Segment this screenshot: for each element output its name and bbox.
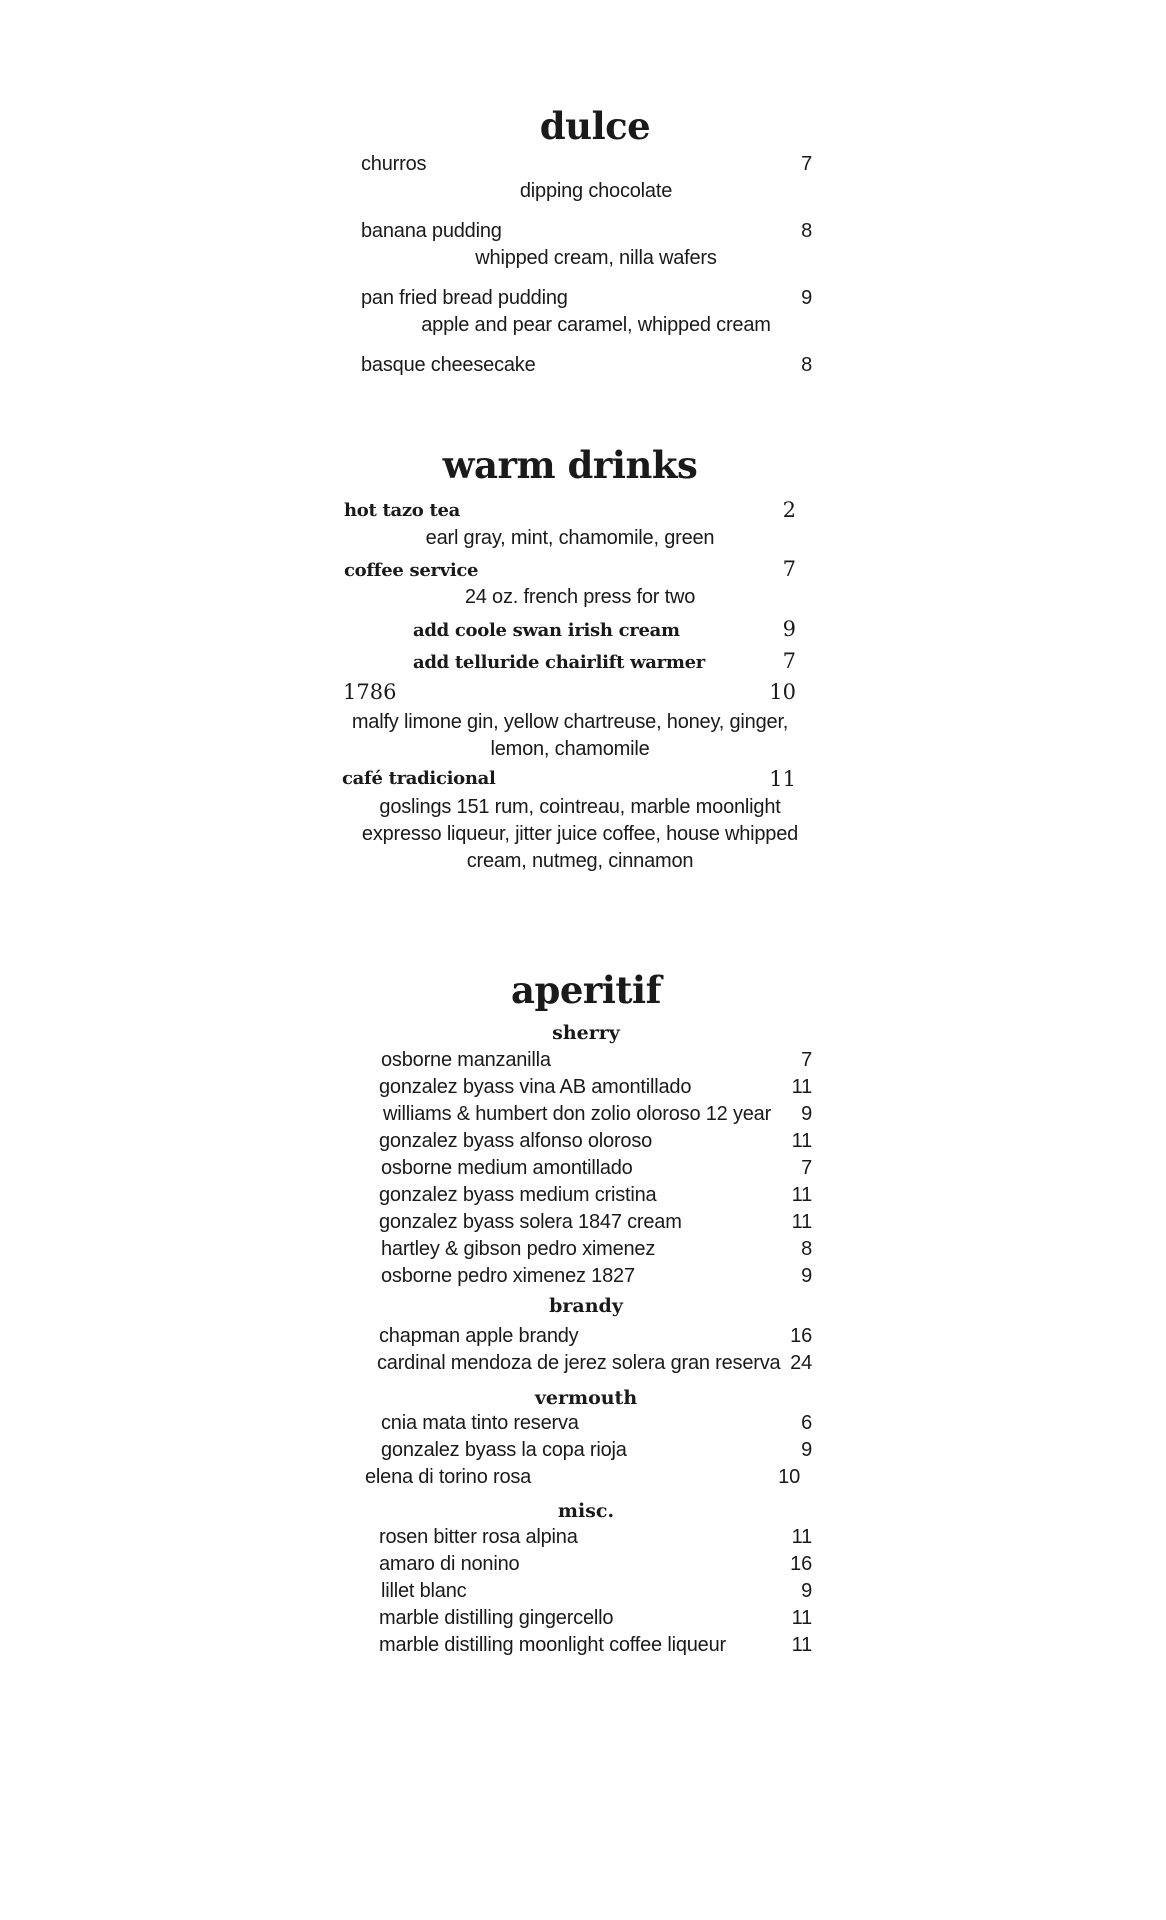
brandy-subtitle: brandy — [549, 1295, 623, 1317]
menu-item-price: 9 — [801, 287, 812, 309]
sherry-item-name: osborne medium amontillado — [381, 1157, 633, 1179]
menu-item-desc: expresso liqueur, jitter juice coffee, house whipped — [361, 823, 799, 845]
menu-item-price: 8 — [801, 220, 812, 242]
misc-item-name: marble distilling moonlight coffee liqueur — [379, 1634, 726, 1656]
menu-item-desc: earl gray, mint, chamomile, green — [425, 527, 715, 549]
menu-item-name: basque cheesecake — [361, 354, 536, 376]
sherry-item-price: 11 — [791, 1130, 812, 1152]
misc-item-name: lillet blanc — [381, 1580, 467, 1602]
sherry-item-name: gonzalez byass alfonso oloroso — [379, 1130, 653, 1152]
addon-item-price: 9 — [782, 617, 796, 641]
warm-drinks-title: warm drinks — [442, 443, 698, 487]
vermouth-item-price: 9 — [801, 1439, 812, 1461]
menu-item-price: 2 — [782, 498, 796, 522]
sherry-item-price: 8 — [801, 1238, 812, 1260]
menu-item-desc: malfy limone gin, yellow chartreuse, honey, ginger, — [351, 711, 789, 733]
sherry-item-price: 11 — [791, 1184, 812, 1206]
misc-subtitle: misc. — [557, 1500, 615, 1522]
menu-item-name: coffee service — [344, 560, 479, 581]
sherry-item-name: gonzalez byass vina AB amontillado — [379, 1076, 692, 1098]
menu-item-name: churros — [361, 153, 427, 175]
menu-item-desc: apple and pear caramel, whipped cream — [421, 314, 771, 336]
addon-item-name: add coole swan irish cream — [413, 620, 680, 641]
misc-item-price: 16 — [790, 1553, 812, 1575]
menu-item-desc: dipping chocolate — [519, 180, 673, 202]
brandy-item-price: 24 — [790, 1352, 812, 1374]
menu-item-price: 11 — [769, 767, 796, 791]
sherry-item-name: gonzalez byass medium cristina — [379, 1184, 657, 1206]
menu-item-name: pan fried bread pudding — [361, 287, 568, 309]
sherry-item-price: 9 — [801, 1265, 812, 1287]
aperitif-title: aperitif — [511, 968, 661, 1012]
menu-item-price: 8 — [801, 354, 812, 376]
sherry-item-price: 7 — [801, 1049, 812, 1071]
misc-item-price: 9 — [801, 1580, 812, 1602]
vermouth-item-name: gonzalez byass la copa rioja — [381, 1439, 627, 1461]
sherry-item-price: 11 — [791, 1076, 812, 1098]
sherry-item-price: 11 — [791, 1211, 812, 1233]
sherry-item-name: hartley & gibson pedro ximenez — [381, 1238, 656, 1260]
dulce-title: dulce — [539, 104, 651, 148]
addon-item-name: add telluride chairlift warmer — [413, 652, 705, 673]
menu-item-desc: cream, nutmeg, cinnamon — [466, 850, 694, 872]
brandy-item-name: chapman apple brandy — [379, 1325, 579, 1347]
menu-item-price: 7 — [782, 557, 796, 581]
vermouth-item-name: cnia mata tinto reserva — [381, 1412, 579, 1434]
vermouth-subtitle: vermouth — [534, 1387, 638, 1409]
misc-item-price: 11 — [791, 1634, 812, 1656]
sherry-item-name: osborne pedro ximenez 1827 — [381, 1265, 635, 1287]
vermouth-item-name: elena di torino rosa — [365, 1466, 532, 1488]
sherry-item-price: 9 — [801, 1103, 812, 1125]
sherry-subtitle: sherry — [552, 1022, 620, 1044]
menu-item-name: banana pudding — [361, 220, 502, 242]
menu-item-name: hot tazo tea — [344, 500, 460, 521]
menu-item-name: 1786 — [343, 680, 397, 704]
sherry-item-name: osborne manzanilla — [381, 1049, 551, 1071]
misc-item-price: 11 — [791, 1607, 812, 1629]
misc-item-price: 11 — [791, 1526, 812, 1548]
menu-item-desc: whipped cream, nilla wafers — [475, 247, 717, 269]
menu-item-price: 7 — [801, 153, 812, 175]
sherry-item-price: 7 — [801, 1157, 812, 1179]
sherry-item-name: gonzalez byass solera 1847 cream — [379, 1211, 682, 1233]
vermouth-item-price: 6 — [801, 1412, 812, 1434]
menu-item-name: café tradicional — [342, 768, 496, 789]
sherry-item-name: williams & humbert don zolio oloroso 12 year — [383, 1103, 772, 1125]
menu-item-desc: 24 oz. french press for two — [464, 586, 696, 608]
misc-item-name: rosen bitter rosa alpina — [379, 1526, 578, 1548]
brandy-item-name: cardinal mendoza de jerez solera gran reserva — [377, 1352, 781, 1374]
menu-item-desc: lemon, chamomile — [490, 738, 650, 760]
menu-item-price: 10 — [769, 680, 796, 704]
addon-item-price: 7 — [782, 649, 796, 673]
vermouth-item-price: 10 — [778, 1466, 800, 1488]
brandy-item-price: 16 — [790, 1325, 812, 1347]
misc-item-name: amaro di nonino — [379, 1553, 520, 1575]
misc-item-name: marble distilling gingercello — [379, 1607, 614, 1629]
menu-item-desc: goslings 151 rum, cointreau, marble moonlight — [379, 796, 781, 818]
